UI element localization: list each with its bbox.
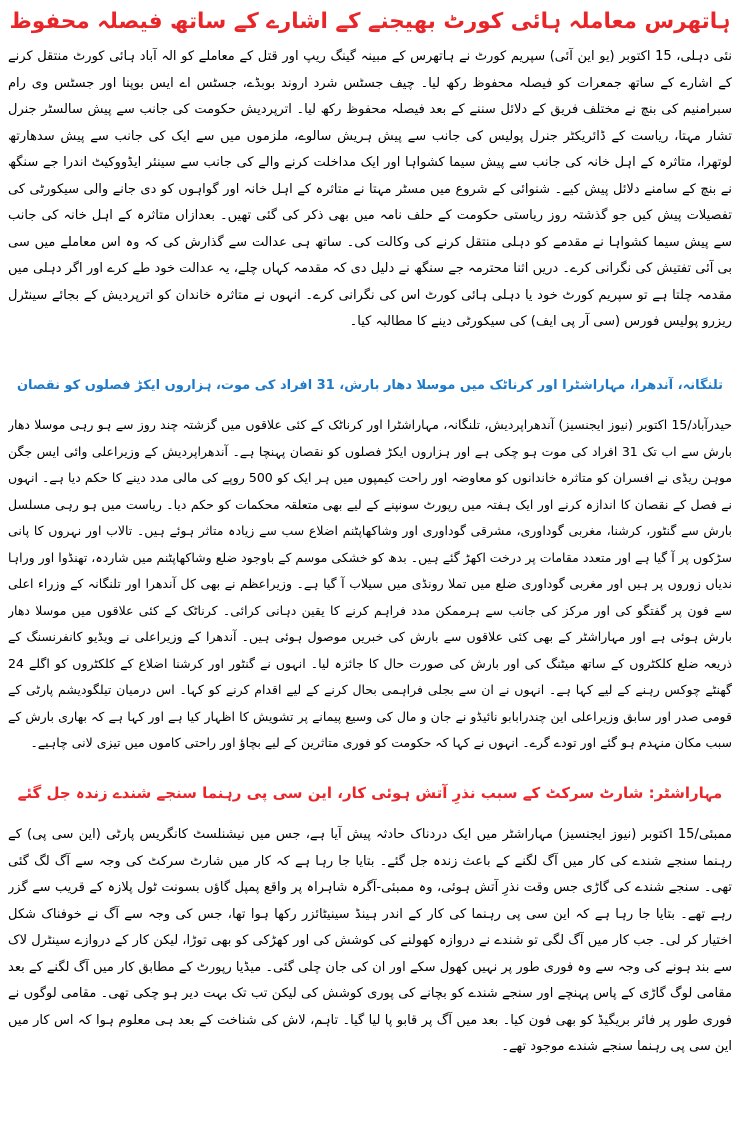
article-headline: تلنگانہ، آندھرا، مہاراشٹرا اور کرناٹک میں موسلا دھار بارش، 31 افراد کی موت، ہزاروں ایکڑ فصلوں کو نقصان xyxy=(16,378,724,393)
article-body: ممبئی/15 اکتوبر (نیوز ایجنسیز) مہاراشٹر میں ایک دردناک حادثہ پیش آیا ہے، جس میں نیشنلسٹ کانگریس پارٹی (این سی پی) کے رہنما سنجے شندے کی کار میں آگ لگنے کے باعث زندہ جل گئے۔ بتایا جا رہا ہے کہ کار میں شارٹ سرکٹ کی وجہ سے آگ لگ گئی تھی۔ سنجے شندے کی گاڑی جس وقت نذرِ آتش ہوئی، وہ ممبئی-آگرہ شاہراہ پر واقع پمپل گاؤں بسونت ٹول پلازہ کے قریب سے گزر رہے تھے۔ بتایا جا رہا ہے کہ این سی پی رہنما کی کار کے اندر ہینڈ سینیٹائزر رکھا ہوا تھا، جس کی وجہ سے آگ نے خوفناک شکل اختیار کر لی۔ جب کار میں آگ لگی تو شندے نے دروازہ کھولنے کی کوشش کی اور کھڑکی کو بھی توڑا، لیکن کار کے دروازے سینٹرل لاک سے بند ہونے کی وجہ سے وہ فوری طور پر نہیں کھول سکے اور ان کی جان چلی گئی۔ میڈیا رپورٹ کے مطابق کار میں آگ لگنے کے بعد مقامی لوگ گاڑی کے پاس پہنچے اور سنجے شندے کو بچانے کی پوری کوشش کی لیکن تب تک بہت دیر ہو چکی تھی۔ مقامی لوگوں نے فوری طور پر فائر بریگیڈ کو بھی فون کیا۔ بعد میں آگ پر قابو پا لیا گیا۔ تاہم، لاش کی شناخت کے بعد ہی معلوم ہوا کہ اس کار میں این سی پی رہنما سنجے شندے موجود تھے۔ xyxy=(8,827,732,1054)
article-headline: ہاتھرس معاملہ ہائی کورٹ بھیجنے کے اشارے کے ساتھ فیصلہ محفوظ xyxy=(9,9,731,34)
article-headline: مہاراشٹر: شارٹ سرکٹ کے سبب نذرِ آتش ہوئی کار، این سی پی رہنما سنجے شندے زندہ جل گئے xyxy=(17,784,723,802)
article-body: نئی دہلی، 15 اکتوبر (یو این آئی) سپریم کورٹ نے ہاتھرس کے مبینہ گینگ ریپ اور قتل کے معاملے کو الہ آباد ہائی کورٹ منتقل کرنے کے اشارے کے ساتھ جمعرات کو فیصلہ محفوظ رکھ لیا۔ چیف جسٹس شرد اروند بوبڈے، جسٹس اے ایس بوپنا اور جسٹس وی رام سبرامنیم کی بنچ نے مختلف فریق کے دلائل سننے کے بعد فیصلہ محفوظ رکھ لیا۔ اترپردیش حکومت کی جانب سے پیش سالسٹر جنرل تشار مہتا، ریاست کے ڈائریکٹر جنرل پولیس کی جانب سے پیش ہریش سالوے، ملزموں میں سے ایک کی جانب سے پیش سدھارتھ لوتھرا، متاثرہ کے اہل خانہ کی جانب سے پیش سیما کشواہا اور ایک مداخلت کرنے والے کی جانب سے سینئر ایڈووکیٹ اندرا جے سنگھ نے بنچ کے سامنے دلائل پیش کیے۔ شنوائی کے شروع میں مسٹر مہتا نے متاثرہ کے اہل خانہ اور گواہوں کو دی جانے والی سیکورٹی کی تفصیلات پیش کیں جو گذشتہ روز ریاستی حکومت کے حلف نامہ میں بھی ذکر کی گئی تھیں۔ بعدازاں متاثرہ کے اہل خانہ کی جانب سے پیش سیما کشواہا نے مقدمے کو دہلی منتقل کرنے کی وکالت کی۔ ساتھ ہی عدالت سے گذارش کی کہ وہ اس معاملے میں سی بی آئی تفتیش کی نگرانی کرے۔ دریں اثنا محترمہ جے سنگھ نے دلیل دی کہ مقدمہ کہاں چلے، یہ عدالت خود طے کرے اور اگر دہلی میں مقدمہ چلتا ہے تو سپریم کورٹ خود یا دہلی ہائی کورٹ اس کی نگرانی کرے۔ انہوں نے متاثرہ خاندان کو اترپردیش کے بجائے سینٹرل ریزرو پولیس فورس (سی آر پی ایف) کی سیکورٹی دینے کا مطالبہ کیا۔ xyxy=(8,49,732,329)
article-car-fire xyxy=(8,774,732,1088)
article-hathras-verdict xyxy=(8,4,732,364)
article-body: حیدرآباد/15 اکتوبر (نیوز ایجنسیز) آندھراپردیش، تلنگانہ، مہاراشٹرا اور کرناٹک کے کئی علاقوں میں گزشتہ چند روز سے ہو رہی موسلا دھار بارش سے اب تک 31 افراد کی موت ہو چکی ہے اور ہزاروں ایکڑ فصلوں کو نقصان پہنچا ہے۔ آندھراپردیش کے وزیراعلی وائی ایس جگن موہن ریڈی نے افسران کو متاثرہ خاندانوں کو معاوضہ اور راحت کیمپوں میں ہر ایک کو 500 روپے کی مالی مدد دینے کا حکم دیا ہے۔ انہوں نے فصل کے نقصان کا اندازہ کرنے اور ایک ہفتہ میں رپورٹ سونپنے کے لیے بھی متعلقہ محکمات کو حکم دیا۔ ریاست میں ہو رہی مسلسل بارش سے گنٹور، کرشنا، مغربی گوداوری، مشرقی گوداوری اور وشاکھاپٹنم اضلاع سب سے زیادہ متاثر ہوئے ہیں۔ تالاب اور نہروں کا پانی سڑکوں پر آ گیا ہے اور متعدد مقامات پر درخت اکھڑ گئے ہیں۔ بدھ کو خشکی موسم کے باوجود ضلع وشاکھاپٹنم میں شاردہ، تھنڈوا اور وراہا ندیاں زوروں پر ہیں اور مغربی گوداوری ضلع میں تملا رونڈی میں سیلاب آ گیا ہے۔ وزیراعظم نے بھی کل آندھرا اور تلنگانہ کے وزراء اعلی سے فون پر گفتگو کی اور مرکز کی جانب سے ہرممکن مدد فراہم کرنے کا یقین دہانی کرائی۔ کرناٹک کے کئی علاقوں میں موسلا دھار بارش ہوئی ہے اور مہاراشٹر کے بھی کئی علاقوں سے بارش کی خبریں موصول ہوئی ہیں۔ آندھرا کے وزیراعلی نے ویڈیو کانفرنسنگ کے ذریعہ ضلع کلکٹروں کے ساتھ میٹنگ کی اور بارش کی صورت حال کا جائزہ لیا۔ انہوں نے گنٹور اور کرشنا اضلاع کے کلکٹروں کو اگلے 24 گھنٹے چوکس رہنے کے لیے کہا ہے۔ انہوں نے ان سے بجلی فراہمی بحال کرنے کے لیے اقدام کرنے کو کہا۔ اس درمیان تیلگودیشم پارٹی کے قومی صدر اور سابق وزیراعلی این چندرابابو نائیڈو نے جان و مال کی وسیع پیمانے پر تشویش کا اظہار کیا ہے اور کہا ہے کہ بھاری بارش کے سبب مکان منہدم ہو گئے اور تودے گرے۔ انہوں نے کہا کہ حکومت کو فوری متاثرین کے لیے بچاؤ اور راحتی کاموں میں تیزی لانی چاہیے۔ xyxy=(8,417,732,750)
article-heavy-rain xyxy=(8,368,732,766)
